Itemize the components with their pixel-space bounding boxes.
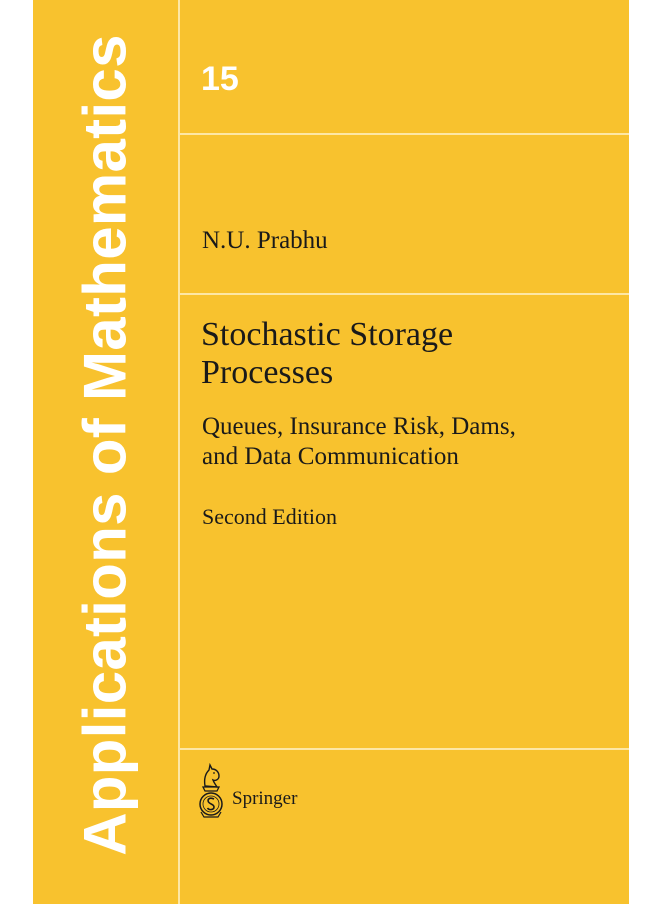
book-subtitle-line: Queues, Insurance Risk, Dams, bbox=[202, 413, 516, 440]
book-subtitle bbox=[202, 412, 516, 472]
book-subtitle-line: and Data Communication bbox=[202, 443, 459, 470]
springer-knight-icon bbox=[193, 762, 229, 820]
series-title: Applications of Mathematics bbox=[71, 34, 139, 856]
edition-label: Second Edition bbox=[202, 504, 338, 529]
book-title bbox=[201, 316, 453, 392]
divider-above-publisher bbox=[178, 748, 629, 750]
divider-below-volume bbox=[178, 133, 629, 135]
vertical-divider bbox=[178, 0, 180, 904]
volume-number: 15 bbox=[201, 60, 239, 98]
book-cover bbox=[33, 0, 629, 904]
publisher-mark bbox=[193, 762, 297, 820]
book-title-line: Stochastic Storage bbox=[201, 316, 454, 353]
divider-below-author bbox=[178, 293, 629, 295]
author-name: N.U. Prabhu bbox=[202, 227, 328, 254]
book-title-line: Processes bbox=[201, 354, 334, 391]
publisher-name: Springer bbox=[232, 788, 298, 809]
